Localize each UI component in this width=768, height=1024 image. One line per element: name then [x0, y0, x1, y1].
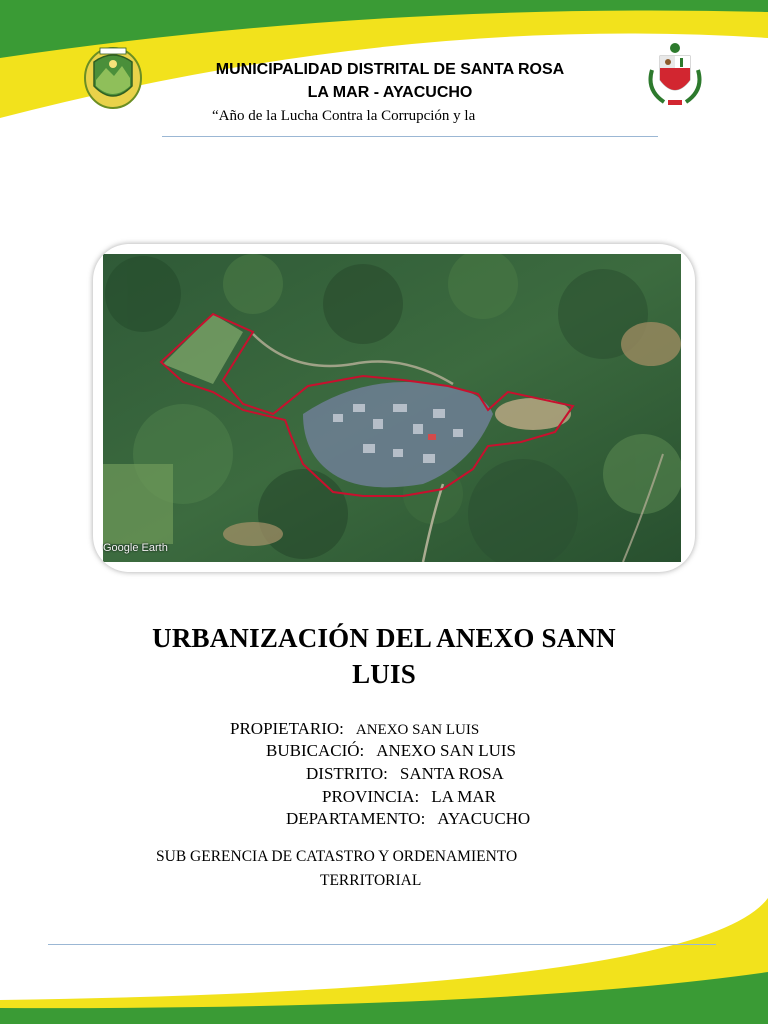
header-divider: [162, 136, 658, 137]
info-label: DISTRITO:: [306, 764, 388, 783]
office-name-line2: TERRITORIAL: [320, 872, 422, 889]
info-value: LA MAR: [431, 787, 497, 806]
satellite-image-frame: [93, 244, 695, 572]
info-label: PROPIETARIO:: [230, 719, 344, 738]
info-value: AYACUCHO: [437, 809, 531, 828]
google-earth-watermark: Google Earth: [103, 542, 168, 554]
peru-coat-of-arms: [644, 40, 706, 108]
info-label: BUBICACIÓ:: [266, 741, 365, 760]
info-row-location: [266, 741, 516, 761]
municipal-shield-logo: [82, 42, 144, 110]
satellite-image: [103, 254, 681, 562]
info-row-owner: [230, 719, 479, 739]
info-label: DEPARTAMENTO:: [286, 809, 426, 828]
info-row-department: [286, 809, 530, 829]
municipality-location: LA MAR - AYACUCHO: [307, 84, 473, 101]
footer-divider: [48, 944, 716, 945]
document-title-line2: LUIS: [352, 659, 416, 689]
info-value: SANTA ROSA: [399, 764, 504, 783]
office-name-line1: SUB GERENCIA DE CATASTRO Y ORDENAMIENTO: [156, 848, 518, 865]
info-row-district: [306, 764, 504, 784]
info-label: PROVINCIA:: [322, 787, 420, 806]
document-title-line1: URBANIZACIÓN DEL ANEXO SANN: [152, 623, 616, 653]
info-row-province: [322, 787, 496, 807]
info-value: ANEXO SAN LUIS: [355, 722, 480, 738]
info-value: ANEXO SAN LUIS: [376, 741, 517, 760]
year-motto: “Año de la Lucha Contra la Corrupción y la: [212, 108, 476, 124]
municipality-name: MUNICIPALIDAD DISTRITAL DE SANTA ROSA: [215, 61, 565, 78]
